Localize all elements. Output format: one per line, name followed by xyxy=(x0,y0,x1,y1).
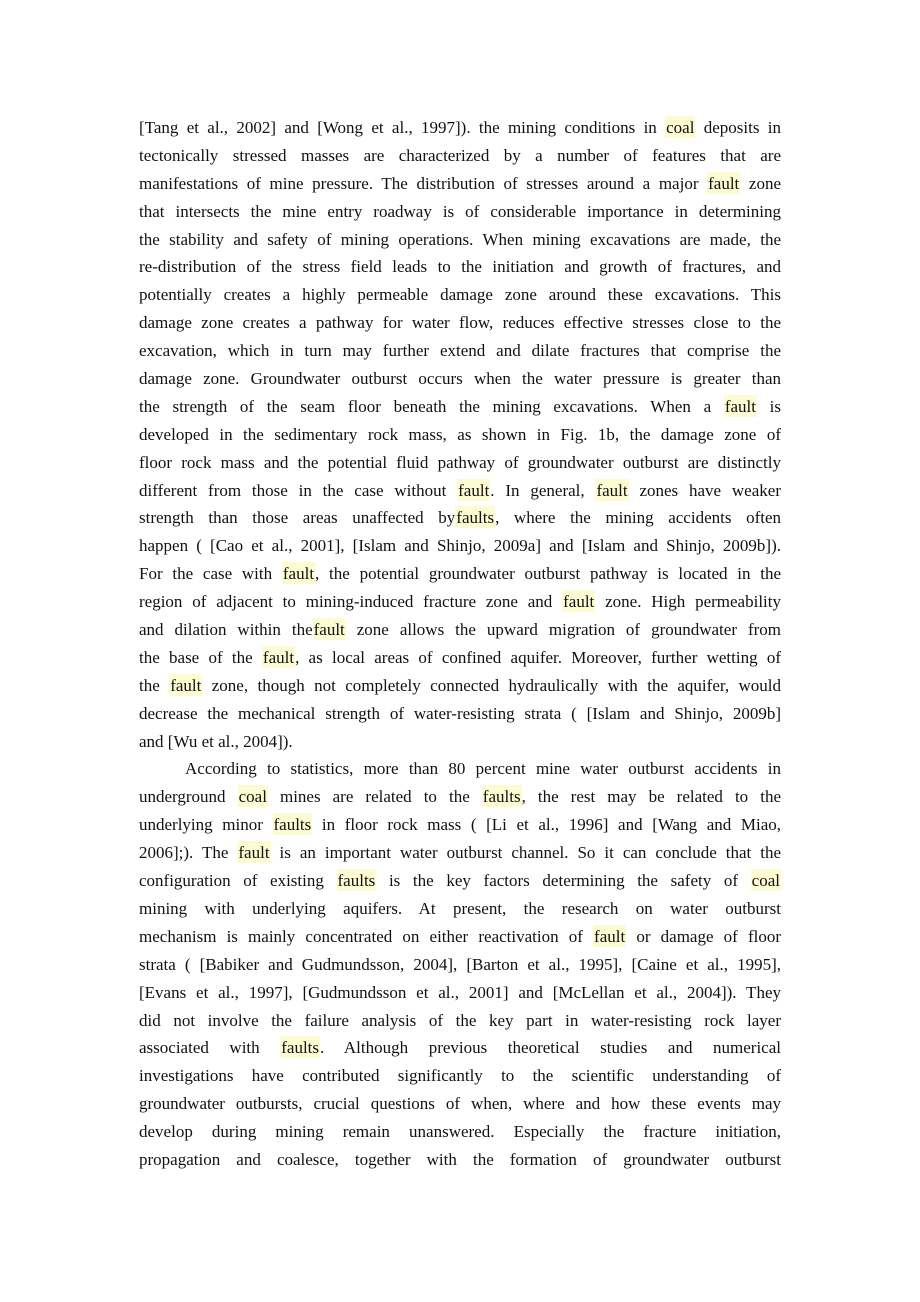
text-segment: zone xyxy=(740,173,781,193)
text-segment: that intersects the mine entry roadway is of considerable importance in determining xyxy=(139,201,781,221)
text-line xyxy=(139,337,781,365)
text-line xyxy=(139,449,781,477)
text-line xyxy=(139,281,781,309)
highlighted-term: fault xyxy=(238,843,270,863)
highlighted-term: fault xyxy=(594,926,626,946)
text-line xyxy=(139,895,781,923)
text-segment: strength than those areas unaffected by xyxy=(139,508,456,528)
text-line xyxy=(139,532,781,560)
text-line xyxy=(139,393,781,421)
text-line xyxy=(139,170,781,198)
text-segment: investigations have contributed significantly to the scientific understanding of xyxy=(139,1066,781,1086)
text-segment: associated with xyxy=(139,1038,281,1058)
highlighted-term: fault xyxy=(282,564,315,584)
text-segment: 2006];). The xyxy=(139,843,238,863)
highlighted-term: coal xyxy=(666,118,695,137)
text-line xyxy=(139,979,781,1007)
text-line xyxy=(139,1007,781,1035)
text-segment: , as local areas of confined aquifer. Moreover, further wetting of xyxy=(295,647,782,667)
highlighted-term: fault xyxy=(262,647,295,667)
text-line xyxy=(139,811,781,839)
text-segment: . Although previous theoretical studies and numerical xyxy=(320,1038,781,1058)
text-line xyxy=(139,114,781,142)
text-line xyxy=(139,951,781,979)
text-segment: excavation, which in turn may further extend and dilate fractures that comprise the xyxy=(139,341,781,361)
text-segment: is xyxy=(756,396,781,416)
text-segment: and dilation within the xyxy=(139,620,313,640)
text-segment: , where the mining accidents often xyxy=(495,508,781,528)
text-line xyxy=(139,477,781,505)
highlighted-term: coal xyxy=(751,871,780,891)
text-line xyxy=(139,421,781,449)
paragraph xyxy=(139,755,781,1173)
text-line xyxy=(139,1118,781,1146)
text-segment: mining with underlying aquifers. At present, the research on water outburst xyxy=(139,898,781,918)
highlighted-term: faults xyxy=(456,508,495,528)
text-segment: potentially creates a highly permeable damage zone around these excavations. This xyxy=(139,285,781,305)
text-line xyxy=(139,226,781,254)
text-line xyxy=(139,198,781,226)
text-segment: For the case with xyxy=(139,564,282,584)
highlighted-term: faults xyxy=(273,815,312,835)
text-segment: deposits in xyxy=(695,118,782,137)
text-segment: . In general, xyxy=(490,480,596,500)
text-segment: damage zone creates a pathway for water flow, reduces effective stresses close to the xyxy=(139,313,781,333)
text-segment: happen ( [Cao et al., 2001], [Islam and Shinjo, 2009a] and [Islam and Shinjo, 2009b]). xyxy=(139,536,781,556)
text-line xyxy=(139,253,781,281)
text-segment: re-distribution of the stress field leads to the initiation and growth of fractures, and xyxy=(139,257,781,277)
text-segment: manifestations of mine pressure. The distribution of stresses around a major xyxy=(139,173,708,193)
text-line xyxy=(139,309,781,337)
highlighted-term: fault xyxy=(563,592,595,612)
highlighted-term: faults xyxy=(482,787,521,807)
text-line xyxy=(139,700,781,728)
text-line xyxy=(139,923,781,951)
text-segment: in floor rock mass ( [Li et al., 1996] and [Wang and Miao, xyxy=(312,815,782,835)
highlighted-term: fault xyxy=(170,675,202,695)
text-segment: different from those in the case without xyxy=(139,480,458,500)
text-line xyxy=(139,783,781,811)
text-segment: the xyxy=(139,675,170,695)
text-segment: mechanism is mainly concentrated on either reactivation of xyxy=(139,926,594,946)
text-segment: [Evans et al., 1997], [Gudmundsson et al., 2001] and [McLellan et al., 2004]). They xyxy=(139,982,781,1002)
text-line xyxy=(139,867,781,895)
paragraph xyxy=(139,114,781,755)
highlighted-term: faults xyxy=(281,1038,320,1058)
text-segment: or damage of floor xyxy=(626,926,781,946)
text-line xyxy=(139,560,781,588)
document-page xyxy=(139,114,781,1174)
highlighted-term: fault xyxy=(458,480,490,500)
text-segment: floor rock mass and the potential fluid pathway of groundwater outburst are distinctly xyxy=(139,452,781,472)
highlighted-term: faults xyxy=(337,871,376,891)
highlighted-term: fault xyxy=(313,620,345,640)
text-segment: tectonically stressed masses are characterized by a number of features that are xyxy=(139,145,781,165)
text-line xyxy=(139,1090,781,1118)
text-segment: did not involve the failure analysis of the key part in water-resisting rock layer xyxy=(139,1010,781,1030)
text-segment: mines are related to the xyxy=(267,787,482,807)
text-segment: , the potential groundwater outburst pathway is located in the xyxy=(315,564,781,584)
text-segment: region of adjacent to mining-induced fracture zone and xyxy=(139,592,563,612)
text-segment: decrease the mechanical strength of water-resisting strata ( [Islam and Shinjo, 2009b] xyxy=(139,703,781,723)
text-line xyxy=(139,1034,781,1062)
text-segment: strata ( [Babiker and Gudmundsson, 2004], [Barton et al., 1995], [Caine et al., 1995], xyxy=(139,954,781,974)
text-segment: zones have weaker xyxy=(628,480,781,500)
text-line xyxy=(139,839,781,867)
text-line xyxy=(139,588,781,616)
text-segment: is the key factors determining the safety of xyxy=(376,871,751,891)
text-segment: configuration of existing xyxy=(139,871,337,891)
text-line xyxy=(139,504,781,532)
text-segment: , the rest may be related to the xyxy=(521,787,781,807)
text-line xyxy=(139,1146,781,1174)
text-segment: zone, though not completely connected hydraulically with the aquifer, would xyxy=(202,675,781,695)
text-line xyxy=(139,672,781,700)
text-segment: underground xyxy=(139,787,238,807)
text-segment: underlying minor xyxy=(139,815,273,835)
text-segment: zone. High permeability xyxy=(595,592,781,612)
text-segment: developed in the sedimentary rock mass, as shown in Fig. 1b, the damage zone of xyxy=(139,424,781,444)
text-segment: the stability and safety of mining operations. When mining excavations are made, the xyxy=(139,229,781,249)
text-segment: [Tang et al., 2002] and [Wong et al., 1997]). the mining conditions in xyxy=(139,118,666,137)
highlighted-term: coal xyxy=(238,787,267,807)
highlighted-term: fault xyxy=(724,396,756,416)
text-segment: and [Wu et al., 2004]). xyxy=(139,731,293,751)
text-line xyxy=(139,142,781,170)
text-line xyxy=(139,755,781,783)
text-line xyxy=(139,1062,781,1090)
text-segment: damage zone. Groundwater outburst occurs when the water pressure is greater than xyxy=(139,369,781,389)
text-segment: zone allows the upward migration of groundwater from xyxy=(345,620,781,640)
text-line xyxy=(139,365,781,393)
highlighted-term: fault xyxy=(708,173,740,193)
highlighted-term: fault xyxy=(596,480,628,500)
text-segment: develop during mining remain unanswered. Especially the fracture initiation, xyxy=(139,1122,781,1142)
text-segment: is an important water outburst channel. So it can conclude that the xyxy=(270,843,781,863)
text-line xyxy=(139,616,781,644)
text-segment: groundwater outbursts, crucial questions of when, where and how these events may xyxy=(139,1094,781,1114)
text-segment: According to statistics, more than 80 percent mine water outburst accidents in xyxy=(185,759,781,779)
text-segment: the base of the xyxy=(139,647,262,667)
text-line xyxy=(139,644,781,672)
text-segment: propagation and coalesce, together with the formation of groundwater outburst xyxy=(139,1149,781,1169)
text-segment: the strength of the seam floor beneath the mining excavations. When a xyxy=(139,396,724,416)
text-line xyxy=(139,728,781,756)
